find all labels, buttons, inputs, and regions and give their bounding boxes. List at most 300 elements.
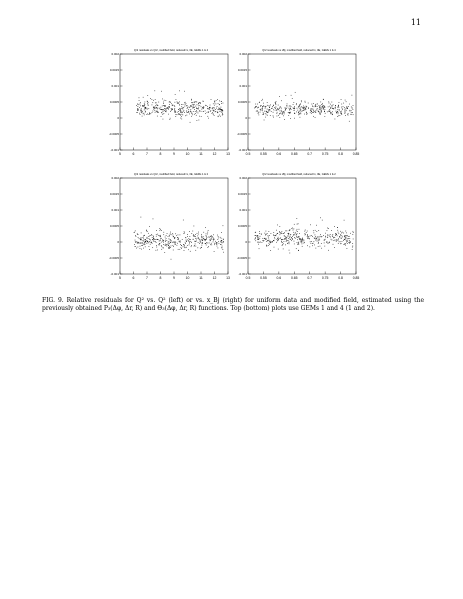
scatter-point (186, 240, 187, 241)
scatter-point (297, 242, 298, 243)
y-tick-label: 0.0005 (109, 224, 119, 229)
scatter-point (146, 231, 147, 232)
scatter-point (349, 236, 350, 237)
scatter-point (263, 103, 264, 104)
scatter-point (202, 237, 203, 238)
scatter-point (175, 242, 176, 243)
scatter-point (175, 244, 176, 245)
scatter-point (318, 246, 319, 247)
scatter-point (352, 247, 353, 248)
scatter-point (169, 102, 170, 103)
scatter-point (296, 248, 297, 249)
scatter-point (278, 238, 279, 239)
x-tick-label: 0.75 (321, 152, 329, 156)
scatter-point (307, 238, 308, 239)
scatter-point (343, 103, 344, 104)
scatter-point (275, 238, 276, 239)
scatter-point (140, 102, 141, 103)
scatter-point (338, 106, 339, 107)
scatter-point (192, 104, 193, 105)
scatter-point (282, 113, 283, 114)
scatter-panel-bottom-left (110, 170, 232, 286)
scatter-point (342, 241, 343, 242)
scatter-point (201, 109, 202, 110)
scatter-point (300, 104, 301, 105)
scatter-point (179, 102, 180, 103)
scatter-point (288, 233, 289, 234)
scatter-point (208, 112, 209, 113)
scatter-point (273, 117, 274, 118)
scatter-point (178, 249, 179, 250)
scatter-point (138, 247, 139, 248)
scatter-point (304, 242, 305, 243)
scatter-point (332, 107, 333, 108)
scatter-point (152, 111, 153, 112)
scatter-point (211, 99, 212, 100)
scatter-point (260, 109, 261, 110)
plot-frame (248, 178, 356, 274)
scatter-point (338, 105, 339, 106)
scatter-point (172, 105, 173, 106)
scatter-point (183, 104, 184, 105)
scatter-point (297, 231, 298, 232)
scatter-point (341, 233, 342, 234)
scatter-point (265, 107, 266, 108)
scatter-point (280, 113, 281, 114)
scatter-point (262, 238, 263, 239)
scatter-point (303, 106, 304, 107)
scatter-point (191, 112, 192, 113)
scatter-point (152, 243, 153, 244)
scatter-point (291, 95, 292, 96)
scatter-point (279, 96, 280, 97)
scatter-point (155, 241, 156, 242)
scatter-point (281, 110, 282, 111)
scatter-point (290, 234, 291, 235)
scatter-point (195, 246, 196, 247)
scatter-point (318, 243, 319, 244)
scatter-point (177, 103, 178, 104)
scatter-point (259, 102, 260, 103)
scatter-point (329, 242, 330, 243)
scatter-point (153, 100, 154, 101)
scatter-point (255, 235, 256, 236)
scatter-point (184, 233, 185, 234)
scatter-point (338, 112, 339, 113)
scatter-point (201, 234, 202, 235)
scatter-point (140, 243, 141, 244)
scatter-point (157, 111, 158, 112)
scatter-point (211, 236, 212, 237)
scatter-point (170, 241, 171, 242)
scatter-point (154, 107, 155, 108)
scatter-point (305, 102, 306, 103)
scatter-point (285, 231, 286, 232)
scatter-point (277, 108, 278, 109)
scatter-point (170, 101, 171, 102)
scatter-point (223, 252, 224, 253)
scatter-point (322, 103, 323, 104)
x-tick-label: 5 (119, 152, 121, 156)
scatter-point (188, 240, 189, 241)
scatter-point (279, 226, 280, 227)
scatter-point (148, 233, 149, 234)
scatter-point (169, 236, 170, 237)
scatter-point (152, 237, 153, 238)
scatter-point (181, 112, 182, 113)
scatter-point (311, 111, 312, 112)
scatter-point (273, 116, 274, 117)
scatter-point (177, 102, 178, 103)
scatter-point (161, 230, 162, 231)
scatter-point (136, 248, 137, 249)
scatter-point (258, 238, 259, 239)
scatter-point (329, 109, 330, 110)
scatter-point (195, 234, 196, 235)
scatter-point (141, 217, 142, 218)
scatter-point (188, 238, 189, 239)
scatter-point (191, 106, 192, 107)
scatter-point (160, 240, 161, 241)
scatter-point (350, 111, 351, 112)
scatter-point (165, 240, 166, 241)
scatter-point (324, 240, 325, 241)
y-tick-label: -0.0005 (108, 132, 119, 137)
scatter-point (163, 109, 164, 110)
x-tick-label: 6 (132, 276, 135, 280)
scatter-point (152, 102, 153, 103)
scatter-point (170, 240, 171, 241)
scatter-point (140, 240, 141, 241)
scatter-point (206, 239, 207, 240)
scatter-point (175, 233, 176, 234)
scatter-point (218, 236, 219, 237)
scatter-point (156, 250, 157, 251)
scatter-point (255, 232, 256, 233)
scatter-point (169, 243, 170, 244)
scatter-point (144, 235, 145, 236)
scatter-point (166, 238, 167, 239)
scatter-point (163, 244, 164, 245)
scatter-point (212, 108, 213, 109)
scatter-point (194, 102, 195, 103)
scatter-point (211, 245, 212, 246)
scatter-point (199, 116, 200, 117)
scatter-point (154, 90, 155, 91)
scatter-point (151, 242, 152, 243)
scatter-point (149, 114, 150, 115)
scatter-point (169, 247, 170, 248)
scatter-point (321, 243, 322, 244)
scatter-point (255, 107, 256, 108)
scatter-point (144, 244, 145, 245)
scatter-point (284, 236, 285, 237)
scatter-point (255, 104, 256, 105)
scatter-point (268, 245, 269, 246)
scatter-point (280, 238, 281, 239)
scatter-point (308, 237, 309, 238)
scatter-point (189, 114, 190, 115)
scatter-point (268, 111, 269, 112)
page-number: 11 (410, 18, 421, 27)
scatter-point (347, 114, 348, 115)
scatter-point (182, 239, 183, 240)
scatter-point (221, 107, 222, 108)
scatter-point (177, 114, 178, 115)
scatter-point (195, 113, 196, 114)
scatter-point (183, 244, 184, 245)
scatter-point (213, 111, 214, 112)
scatter-point (140, 246, 141, 247)
scatter-point (195, 250, 196, 251)
scatter-point (293, 108, 294, 109)
scatter-point (187, 234, 188, 235)
scatter-point (307, 113, 308, 114)
scatter-point (320, 236, 321, 237)
scatter-point (191, 245, 192, 246)
scatter-point (205, 243, 206, 244)
scatter-point (314, 111, 315, 112)
scatter-point (329, 111, 330, 112)
scatter-point (297, 224, 298, 225)
scatter-point (311, 243, 312, 244)
scatter-point (347, 107, 348, 108)
scatter-point (159, 235, 160, 236)
y-tick-label: 0.001 (111, 208, 119, 213)
scatter-point (149, 236, 150, 237)
scatter-point (172, 242, 173, 243)
scatter-point (321, 248, 322, 249)
x-tick-label: 0.6 (276, 152, 282, 156)
scatter-point (339, 110, 340, 111)
scatter-point (182, 108, 183, 109)
scatter-point (185, 106, 186, 107)
scatter-point (292, 239, 293, 240)
scatter-point (183, 111, 184, 112)
scatter-point (331, 239, 332, 240)
scatter-point (150, 98, 151, 99)
scatter-point (175, 242, 176, 243)
scatter-point (155, 112, 156, 113)
scatter-point (143, 97, 144, 98)
scatter-point (144, 115, 145, 116)
scatter-point (160, 230, 161, 231)
scatter-point (333, 108, 334, 109)
scatter-point (198, 237, 199, 238)
scatter-point (344, 236, 345, 237)
scatter-point (206, 238, 207, 239)
scatter-point (210, 236, 211, 237)
x-tick-label: 8 (159, 276, 162, 280)
scatter-point (277, 116, 278, 117)
scatter-point (280, 234, 281, 235)
scatter-point (169, 235, 170, 236)
scatter-point (162, 106, 163, 107)
plot-frame (120, 178, 228, 274)
scatter-point (266, 115, 267, 116)
x-tick-label: 0.7 (307, 276, 313, 280)
scatter-point (284, 114, 285, 115)
y-tick-label: 0.0015 (237, 68, 247, 73)
scatter-point (276, 234, 277, 235)
scatter-point (194, 107, 195, 108)
x-tick-label: 12 (212, 276, 217, 280)
scatter-point (313, 116, 314, 117)
scatter-point (303, 108, 304, 109)
scatter-point (338, 115, 339, 116)
scatter-point (315, 238, 316, 239)
scatter-point (169, 248, 170, 249)
scatter-point (342, 109, 343, 110)
scatter-point (202, 242, 203, 243)
scatter-point (218, 238, 219, 239)
scatter-point (287, 107, 288, 108)
scatter-point (334, 237, 335, 238)
scatter-point (137, 241, 138, 242)
scatter-point (147, 109, 148, 110)
scatter-point (187, 236, 188, 237)
scatter-point (348, 238, 349, 239)
scatter-point (193, 239, 194, 240)
y-tick-label: 0.0015 (109, 192, 119, 197)
scatter-point (292, 238, 293, 239)
scatter-point (214, 101, 215, 102)
scatter-point (141, 233, 142, 234)
x-tick-label: 0.5 (245, 276, 251, 280)
scatter-point (153, 238, 154, 239)
scatter-point (300, 111, 301, 112)
scatter-point (289, 110, 290, 111)
scatter-point (184, 233, 185, 234)
scatter-point (344, 220, 345, 221)
scatter-point (134, 244, 135, 245)
scatter-point (173, 246, 174, 247)
scatter-point (154, 239, 155, 240)
scatter-point (156, 102, 157, 103)
scatter-point (220, 108, 221, 109)
scatter-point (181, 111, 182, 112)
scatter-point (185, 243, 186, 244)
scatter-point (143, 237, 144, 238)
scatter-point (171, 241, 172, 242)
scatter-point (289, 242, 290, 243)
scatter-point (264, 240, 265, 241)
scatter-point (181, 245, 182, 246)
scatter-point (270, 241, 271, 242)
scatter-point (301, 106, 302, 107)
x-tick-label: 0.85 (352, 276, 360, 280)
scatter-point (302, 240, 303, 241)
scatter-point (259, 242, 260, 243)
scatter-point (350, 241, 351, 242)
scatter-point (221, 238, 222, 239)
scatter-point (329, 103, 330, 104)
scatter-point (282, 245, 283, 246)
scatter-point (330, 104, 331, 105)
scatter-point (134, 232, 135, 233)
scatter-point (178, 102, 179, 103)
scatter-point (163, 119, 164, 120)
scatter-point (324, 116, 325, 117)
scatter-point (144, 105, 145, 106)
x-tick-label: 5 (119, 276, 121, 280)
scatter-point (197, 247, 198, 248)
scatter-point (258, 113, 259, 114)
scatter-point (170, 111, 171, 112)
scatter-point (214, 110, 215, 111)
scatter-point (298, 236, 299, 237)
scatter-point (299, 236, 300, 237)
scatter-point (284, 239, 285, 240)
scatter-point (263, 112, 264, 113)
scatter-point (257, 235, 258, 236)
scatter-point (297, 244, 298, 245)
scatter-point (213, 237, 214, 238)
scatter-point (259, 248, 260, 249)
scatter-point (311, 235, 312, 236)
scatter-point (176, 235, 177, 236)
scatter-point (170, 242, 171, 243)
scatter-panel-top-left (110, 46, 232, 162)
scatter-point (340, 111, 341, 112)
scatter-point (181, 108, 182, 109)
scatter-point (267, 105, 268, 106)
scatter-point (161, 242, 162, 243)
scatter-point (263, 114, 264, 115)
scatter-point (202, 245, 203, 246)
scatter-point (297, 229, 298, 230)
scatter-point (142, 105, 143, 106)
scatter-point (352, 246, 353, 247)
scatter-point (191, 100, 192, 101)
scatter-point (287, 240, 288, 241)
scatter-point (136, 105, 137, 106)
scatter-point (189, 243, 190, 244)
scatter-point (317, 240, 318, 241)
scatter-point (144, 104, 145, 105)
scatter-point (139, 97, 140, 98)
scatter-point (219, 109, 220, 110)
scatter-point (265, 106, 266, 107)
scatter-point (288, 234, 289, 235)
scatter-point (165, 241, 166, 242)
scatter-point (346, 235, 347, 236)
scatter-point (318, 111, 319, 112)
scatter-point (296, 103, 297, 104)
scatter-point (189, 242, 190, 243)
scatter-point (257, 108, 258, 109)
scatter-point (269, 240, 270, 241)
scatter-point (323, 105, 324, 106)
scatter-point (278, 105, 279, 106)
scatter-point (194, 102, 195, 103)
scatter-point (338, 232, 339, 233)
scatter-point (278, 115, 279, 116)
scatter-point (189, 107, 190, 108)
scatter-point (320, 107, 321, 108)
scatter-point (297, 237, 298, 238)
scatter-point (294, 108, 295, 109)
scatter-point (221, 232, 222, 233)
y-tick-label: 0.001 (239, 208, 247, 213)
scatter-point (307, 236, 308, 237)
scatter-point (320, 217, 321, 218)
scatter-point (164, 110, 165, 111)
scatter-point (334, 226, 335, 227)
scatter-point (269, 231, 270, 232)
scatter-point (149, 239, 150, 240)
scatter-point (321, 104, 322, 105)
